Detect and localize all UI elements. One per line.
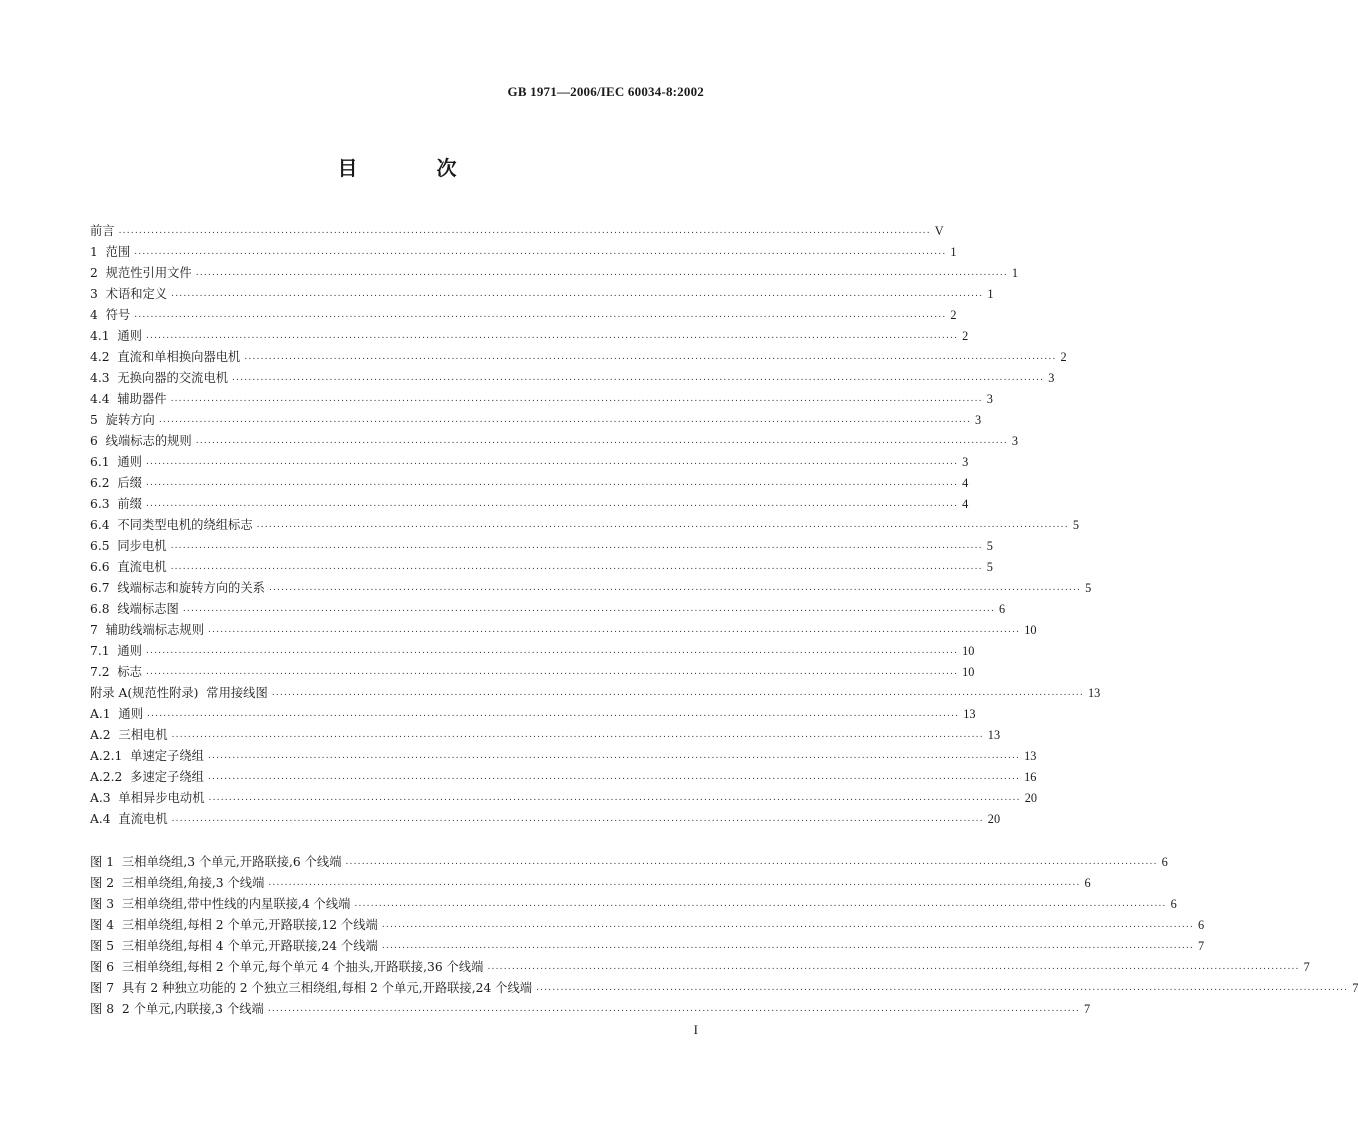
entry-page-number: 4 [962, 476, 969, 490]
dot-leader: ........................................................................................................................................................................................................ [207, 772, 1021, 782]
entry-label: A.4 直流电机 [90, 812, 168, 826]
dot-leader: ........................................................................................................................................................................................................ [171, 289, 984, 299]
entry-label: 1 范围 [90, 245, 131, 259]
entry-label: 图 3 三相单绕组,带中性线的内星联接,4 个线端 [90, 897, 351, 911]
toc-entry[interactable] [90, 701, 976, 722]
entry-page-number: 6 [1170, 897, 1177, 911]
entry-label: 6.6 直流电机 [90, 560, 167, 574]
dot-leader: ........................................................................................................................................................................................................ [345, 857, 1158, 867]
entry-label: A.2.1 单速定子绕组 [90, 749, 204, 763]
entry-page-number: 5 [986, 539, 993, 553]
entry-label: 图 1 三相单绕组,3 个单元,开路联接,6 个线端 [90, 855, 342, 869]
dot-leader: ........................................................................................................................................................................................................ [118, 226, 931, 236]
dot-leader: ........................................................................................................................................................................................................ [182, 604, 996, 614]
entry-page-number: 10 [962, 644, 975, 658]
entry-page-number: 20 [987, 812, 1001, 826]
entry-page-number: 5 [986, 560, 993, 574]
entry-label: 4.1 通则 [90, 329, 142, 343]
dot-leader: ........................................................................................................................................................................................................ [268, 878, 1081, 888]
dot-leader: ........................................................................................................................................................................................................ [145, 667, 959, 677]
dot-leader: ........................................................................................................................................................................................................ [268, 583, 1082, 593]
toc-entry[interactable] [90, 659, 975, 680]
toc-entry[interactable] [90, 596, 1006, 617]
toc-entry[interactable] [90, 365, 1055, 386]
dot-leader: ........................................................................................................................................................................................................ [244, 352, 1057, 362]
entry-page-number: 3 [962, 455, 969, 469]
entry-label: 图 8 2 个单元,内联接,3 个线端 [90, 1002, 264, 1016]
figure-entry[interactable] [90, 975, 1358, 996]
dot-leader: ........................................................................................................................................................................................................ [195, 268, 1008, 278]
entry-label: 图 5 三相单绕组,每相 4 个单元,开路联接,24 个线端 [90, 939, 378, 953]
list-of-figures [90, 849, 1358, 1017]
toc-entry[interactable] [90, 575, 1092, 596]
entry-page-number: 7 [1352, 981, 1358, 995]
toc-entry[interactable] [90, 722, 1001, 743]
entry-page-number: 3 [1048, 371, 1055, 385]
entry-page-number: 3 [1011, 434, 1019, 448]
dot-leader: ........................................................................................................................................................................................................ [171, 730, 984, 740]
standard-number-header: GB 1971—2006/IEC 60034-8:2002 [507, 84, 704, 99]
entry-page-number: 10 [1024, 623, 1037, 637]
entry-label: 图 2 三相单绕组,角接,3 个线端 [90, 876, 265, 890]
dot-leader: ........................................................................................................................................................................................................ [147, 709, 960, 719]
toc-entry[interactable] [90, 533, 993, 554]
toc-entry[interactable] [90, 617, 1037, 638]
entry-label: 6.2 后缀 [90, 476, 142, 490]
toc-entry[interactable] [90, 470, 969, 491]
figure-entry[interactable] [90, 933, 1205, 954]
toc-entry[interactable] [90, 764, 1037, 785]
entry-label: 图 4 三相单绕组,每相 2 个单元,开路联接,12 个线端 [90, 918, 378, 932]
entry-label: A.3 单相异步电动机 [90, 791, 205, 805]
dot-leader: ........................................................................................................................................................................................................ [145, 478, 959, 488]
entry-label: 4.2 直流和单相换向器电机 [90, 350, 241, 364]
entry-page-number: 1 [950, 245, 957, 259]
entry-page-number: V [934, 224, 944, 238]
entry-page-number: 3 [975, 413, 982, 427]
entry-page-number: 13 [963, 707, 976, 721]
entry-page-number: 2 [1060, 350, 1067, 364]
entry-page-number: 1 [987, 287, 994, 301]
entry-page-number: 7 [1083, 1002, 1091, 1016]
entry-label: 6.5 同步电机 [90, 539, 167, 553]
toc-entry[interactable] [90, 491, 969, 512]
entry-label: 6 线端标志的规则 [90, 434, 192, 448]
toc-entry[interactable] [90, 239, 957, 260]
toc-entry[interactable] [90, 743, 1037, 764]
entry-label: 6.7 线端标志和旋转方向的关系 [90, 581, 265, 595]
dot-leader: ........................................................................................................................................................................................................ [195, 436, 1008, 446]
toc-entry[interactable] [90, 428, 1019, 449]
dot-leader: ........................................................................................................................................................................................................ [171, 814, 984, 824]
dot-leader: ........................................................................................................................................................................................................ [170, 562, 983, 572]
dot-leader: ........................................................................................................................................................................................................ [381, 941, 1194, 951]
toc-entry[interactable] [90, 260, 1019, 281]
entry-label: 前言 [90, 224, 115, 238]
toc-entry[interactable] [90, 449, 969, 470]
toc-entry[interactable] [90, 407, 982, 428]
dot-leader: ........................................................................................................................................................................................................ [256, 520, 1069, 530]
figure-entry[interactable] [90, 870, 1091, 891]
figure-entry[interactable] [90, 912, 1205, 933]
entry-page-number: 2 [962, 329, 969, 343]
page-title: 目 次 [337, 156, 493, 180]
dot-leader: ........................................................................................................................................................................................................ [170, 394, 983, 404]
entry-label: 7 辅助线端标志规则 [90, 623, 205, 637]
dot-leader: ........................................................................................................................................................................................................ [381, 920, 1194, 930]
entry-page-number: 13 [1024, 749, 1037, 763]
toc-entry[interactable] [90, 680, 1101, 701]
entry-page-number: 7 [1198, 939, 1205, 953]
table-of-contents [90, 218, 1101, 827]
entry-label: 附录 A(规范性附录) 常用接线图 [90, 686, 268, 700]
dot-leader: ........................................................................................................................................................................................................ [170, 541, 983, 551]
entry-label: 6.8 线端标志图 [90, 602, 179, 616]
dot-leader: ........................................................................................................................................................................................................ [232, 373, 1045, 383]
toc-entry[interactable] [90, 281, 994, 302]
page-number: I [693, 1022, 698, 1037]
entry-label: 6.1 通则 [90, 455, 142, 469]
entry-page-number: 20 [1024, 791, 1037, 805]
entry-label: 5 旋转方向 [90, 413, 155, 427]
toc-entry[interactable] [90, 785, 1037, 806]
entry-label: 4 符号 [90, 308, 131, 322]
toc-entry[interactable] [90, 638, 975, 659]
dot-leader: ........................................................................................................................................................................................................ [145, 646, 959, 656]
dot-leader: ........................................................................................................................................................................................................ [145, 499, 959, 509]
toc-entry[interactable] [90, 302, 957, 323]
figure-entry[interactable] [90, 996, 1091, 1017]
entry-label: 7.1 通则 [90, 644, 142, 658]
figure-entry[interactable] [90, 954, 1310, 975]
dot-leader: ........................................................................................................................................................................................................ [158, 415, 972, 425]
entry-label: 2 规范性引用文件 [90, 266, 192, 280]
entry-label: 3 术语和定义 [90, 287, 168, 301]
entry-page-number: 6 [1198, 918, 1205, 932]
entry-page-number: 6 [1084, 876, 1091, 890]
toc-entry[interactable] [90, 554, 993, 575]
toc-entry[interactable] [90, 512, 1079, 533]
figure-entry[interactable] [90, 849, 1168, 870]
entry-page-number: 13 [987, 728, 1001, 742]
dot-leader: ........................................................................................................................................................................................................ [536, 983, 1349, 993]
dot-leader: ........................................................................................................................................................................................................ [134, 310, 947, 320]
entry-label: 4.4 辅助器件 [90, 392, 167, 406]
entry-page-number: 6 [1161, 855, 1168, 869]
dot-leader: ........................................................................................................................................................................................................ [271, 688, 1084, 698]
dot-leader: ........................................................................................................................................................................................................ [145, 331, 959, 341]
entry-page-number: 3 [986, 392, 993, 406]
dot-leader: ........................................................................................................................................................................................................ [208, 793, 1021, 803]
entry-page-number: 16 [1024, 770, 1037, 784]
toc-entry[interactable] [90, 344, 1067, 365]
dot-leader: ........................................................................................................................................................................................................ [487, 962, 1300, 972]
dot-leader: ........................................................................................................................................................................................................ [354, 899, 1167, 909]
entry-label: 图 7 具有 2 种独立功能的 2 个独立三相绕组,每相 2 个单元,开路联接,24 个线端 [90, 981, 533, 995]
entry-page-number: 2 [950, 308, 957, 322]
toc-entry[interactable] [90, 806, 1001, 827]
entry-page-number: 1 [1011, 266, 1019, 280]
toc-entry[interactable] [90, 323, 969, 344]
entry-label: 6.4 不同类型电机的绕组标志 [90, 518, 253, 532]
entry-page-number: 13 [1087, 686, 1101, 700]
entry-page-number: 5 [1072, 518, 1079, 532]
entry-page-number: 6 [999, 602, 1006, 616]
entry-label: A.2.2 多速定子绕组 [90, 770, 204, 784]
entry-label: 4.3 无换向器的交流电机 [90, 371, 229, 385]
entry-page-number: 5 [1085, 581, 1092, 595]
entry-page-number: 10 [962, 665, 975, 679]
entry-label: A.2 三相电机 [90, 728, 168, 742]
entry-page-number: 7 [1303, 960, 1310, 974]
dot-leader: ........................................................................................................................................................................................................ [134, 247, 947, 257]
dot-leader: ........................................................................................................................................................................................................ [208, 625, 1021, 635]
toc-entry[interactable] [90, 218, 944, 239]
entry-page-number: 4 [962, 497, 969, 511]
toc-entry[interactable] [90, 386, 993, 407]
entry-label: 7.2 标志 [90, 665, 142, 679]
dot-leader: ........................................................................................................................................................................................................ [207, 751, 1021, 761]
entry-label: A.1 通则 [90, 707, 144, 721]
entry-label: 6.3 前缀 [90, 497, 142, 511]
dot-leader: ........................................................................................................................................................................................................ [145, 457, 959, 467]
dot-leader: ........................................................................................................................................................................................................ [267, 1004, 1080, 1014]
figure-entry[interactable] [90, 891, 1177, 912]
entry-label: 图 6 三相单绕组,每相 2 个单元,每个单元 4 个抽头,开路联接,36 个线端 [90, 960, 484, 974]
